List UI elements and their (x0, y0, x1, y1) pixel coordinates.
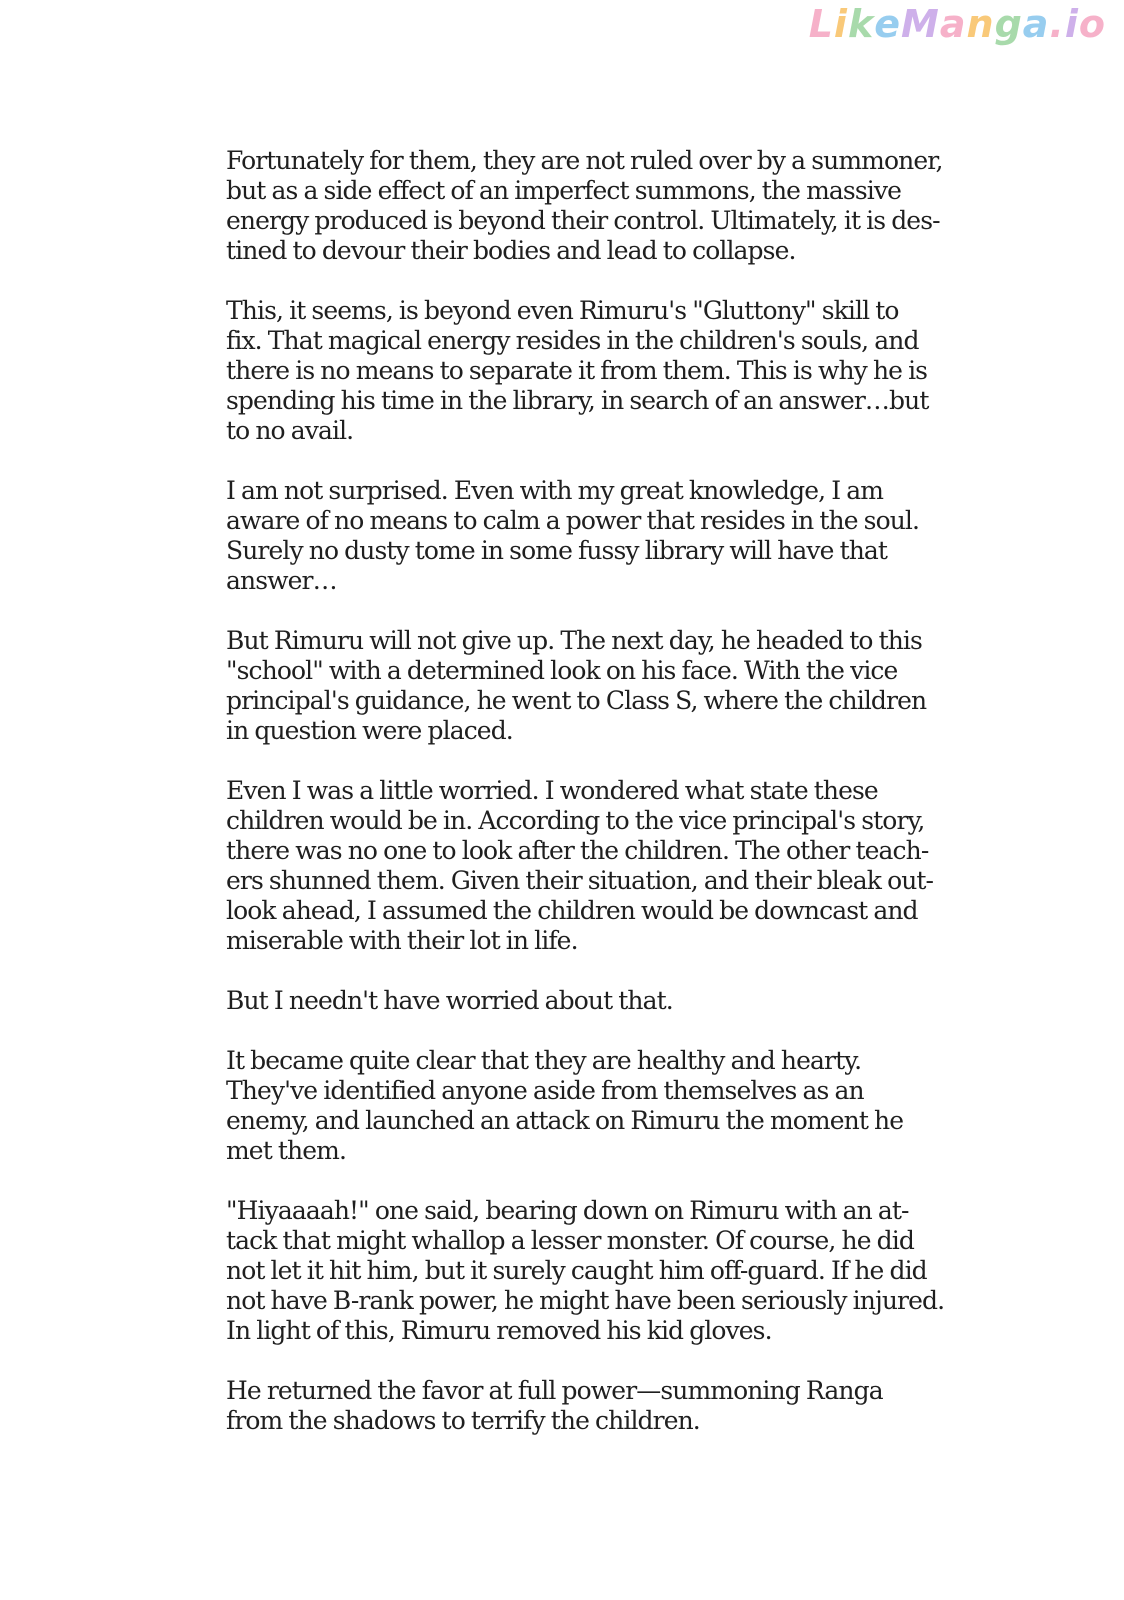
watermark-letter: a (939, 2, 967, 46)
text-line: tined to devour their bodies and lead to collapse. (226, 236, 796, 265)
watermark-logo (809, 2, 1106, 46)
paragraph (226, 776, 934, 956)
paragraph (226, 626, 927, 746)
text-line: enemy, and launched an attack on Rimuru the moment he (226, 1106, 904, 1135)
text-line: children would be in. According to the vice principal's story, (226, 806, 925, 835)
watermark-letter: i (833, 2, 848, 46)
paragraph (226, 1196, 945, 1346)
paragraph (226, 146, 943, 266)
text-line: "school" with a determined look on his face. With the vice (226, 656, 898, 685)
text-line: tack that might whallop a lesser monster. Of course, he did (226, 1226, 914, 1255)
text-line: spending his time in the library, in search of an answer…but (226, 386, 929, 415)
watermark-letter: M (901, 2, 940, 46)
text-line: but as a side effect of an imperfect summons, the massive (226, 176, 901, 205)
text-body (226, 146, 945, 1466)
text-line: They've identified anyone aside from themselves as an (226, 1076, 864, 1105)
text-line: not let it hit him, but it surely caught him off-guard. If he did (226, 1256, 927, 1285)
text-line: Even I was a little worried. I wondered what state these (226, 776, 878, 805)
text-line: there is no means to separate it from them. This is why he is (226, 356, 928, 385)
text-line: look ahead, I assumed the children would be downcast and (226, 896, 918, 925)
watermark-letter: a (1022, 2, 1050, 46)
text-line: to no avail. (226, 416, 354, 445)
paragraph (226, 1376, 906, 1436)
paragraph (226, 986, 906, 1016)
text-line: It became quite clear that they are healthy and hearty. (226, 1046, 862, 1075)
text-line: I am not surprised. Even with my great knowledge, I am (226, 476, 884, 505)
watermark-letter: e (874, 2, 902, 46)
text-line: in question were placed. (226, 716, 513, 745)
text-line: In light of this, Rimuru removed his kid gloves. (226, 1316, 772, 1345)
text-line: But Rimuru will not give up. The next day, he headed to this (226, 626, 922, 655)
paragraph (226, 476, 920, 596)
text-line: energy produced is beyond their control. Ultimately, it is des- (226, 206, 940, 235)
text-line: there was no one to look after the children. The other teach- (226, 836, 929, 865)
text-line: He returned the favor at full power—summoning Ranga (226, 1376, 883, 1405)
text-line: Surely no dusty tome in some fussy library will have that (226, 536, 888, 565)
text-line: "Hiyaaaah!" one said, bearing down on Rimuru with an at- (226, 1196, 909, 1225)
text-line: principal's guidance, he went to Class S, where the children (226, 686, 927, 715)
watermark-letter: . (1049, 2, 1065, 46)
text-line: answer… (226, 566, 337, 595)
paragraph (226, 296, 929, 446)
text-line: fix. That magical energy resides in the children's souls, and (226, 326, 919, 355)
text-line: met them. (226, 1136, 346, 1165)
watermark-letter: n (966, 2, 995, 46)
text-line: Fortunately for them, they are not ruled over by a summoner, (226, 146, 943, 175)
watermark-letter: o (1078, 2, 1106, 46)
paragraph (226, 1046, 906, 1166)
text-line: This, it seems, is beyond even Rimuru's "Gluttony" skill to (226, 296, 899, 325)
text-line: miserable with their lot in life. (226, 926, 578, 955)
watermark-letter: k (847, 2, 875, 46)
text-line: not have B-rank power, he might have been seriously injured. (226, 1286, 945, 1315)
text-line: ers shunned them. Given their situation, and their bleak out- (226, 866, 934, 895)
watermark-letter: g (994, 2, 1023, 46)
text-line: from the shadows to terrify the children. (226, 1406, 700, 1435)
text-line: But I needn't have worried about that. (226, 986, 673, 1015)
watermark-letter: L (808, 2, 834, 46)
watermark-letter: i (1064, 2, 1079, 46)
text-line: aware of no means to calm a power that resides in the soul. (226, 506, 920, 535)
